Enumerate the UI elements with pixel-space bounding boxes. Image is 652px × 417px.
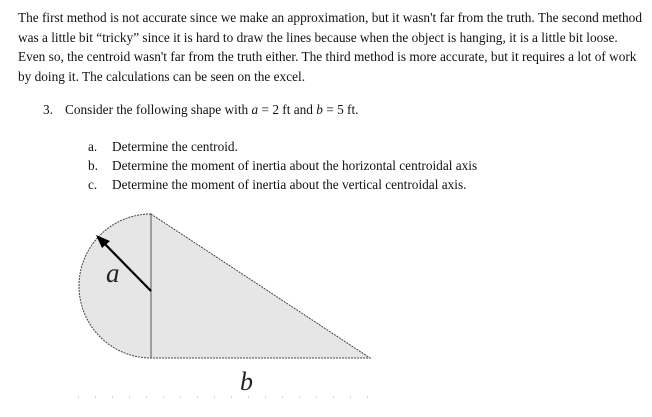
subpart-item	[88, 156, 477, 175]
problem-statement	[43, 100, 359, 119]
problem-text-start: Consider the following shape with	[65, 102, 252, 117]
subpart-item	[88, 137, 477, 156]
subpart-text: Determine the centroid.	[112, 139, 238, 154]
subpart-text: Determine the moment of inertia about the horizontal centroidal axis	[112, 158, 478, 174]
triangle-region	[151, 214, 370, 358]
radius-label: a	[106, 258, 120, 288]
problem-text-b-value: = 5 ft.	[322, 102, 359, 117]
problem-var-b: b	[316, 102, 323, 117]
subpart-marker: b.	[88, 158, 98, 174]
problem-var-a: a	[251, 102, 259, 117]
subpart-marker: a.	[88, 139, 98, 154]
shape-figure	[70, 205, 390, 405]
base-label: b	[240, 367, 253, 396]
subpart-text: Determine the moment of inertia about the vertical centroidal axis.	[112, 177, 467, 193]
subpart-item	[88, 175, 477, 194]
intro-paragraph: The first method is not accurate since we make an approximation, but it wasn't far from the truth. The second method was a little bit “tricky” since it is hard to draw the lines because when the object is hanging, it is a little bit loose. Even so, the centroid wasn't far from the truth either. The third method is more accurate, but it requires a lot of work by doing it. The calculations can be seen on the excel.	[18, 10, 642, 84]
subpart-list	[88, 137, 477, 195]
subpart-marker: c.	[88, 177, 98, 193]
problem-number: 3.	[43, 102, 53, 117]
problem-text-a-value: = 2 ft and	[258, 102, 317, 117]
